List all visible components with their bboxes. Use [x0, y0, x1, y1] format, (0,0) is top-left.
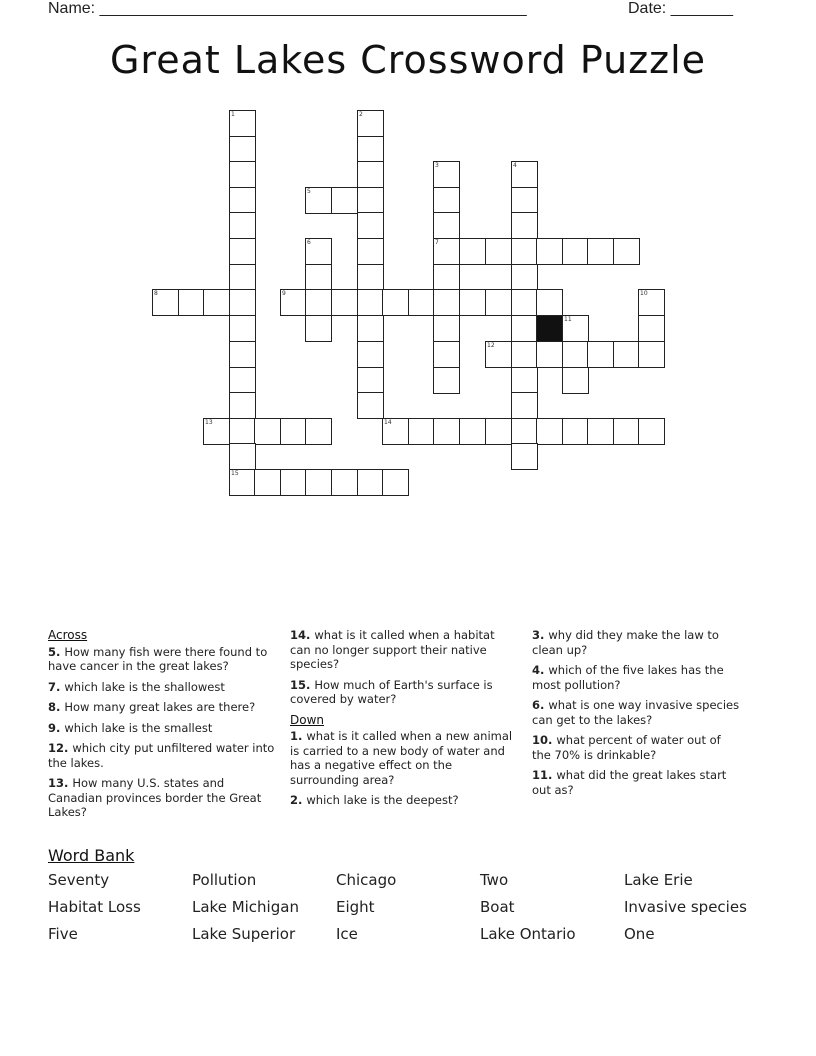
grid-cell[interactable]: [433, 418, 460, 445]
clue-number: 15: [231, 470, 239, 477]
grid-cell[interactable]: [459, 238, 486, 265]
grid-cell[interactable]: [433, 238, 460, 265]
grid-cell[interactable]: [459, 289, 486, 316]
grid-cell[interactable]: [305, 469, 332, 496]
grid-cell[interactable]: [305, 289, 332, 316]
grid-cell-blocked: [536, 315, 563, 342]
grid-cell[interactable]: [587, 341, 614, 368]
grid-cell[interactable]: [511, 367, 538, 394]
grid-cell[interactable]: [229, 161, 256, 188]
grid-cell[interactable]: [485, 289, 512, 316]
clue-across-9: 9. which lake is the smallest: [48, 720, 213, 735]
word-bank-item: One: [624, 925, 655, 943]
clue-across-7: 7. which lake is the shallowest: [48, 679, 225, 694]
grid-cell[interactable]: [433, 315, 460, 342]
clue-across-5: 5. How many fish were there found to have cancer in the great lakes?: [48, 644, 268, 673]
grid-cell[interactable]: [229, 341, 256, 368]
down-heading: Down: [290, 712, 325, 727]
word-bank-item: Two: [480, 871, 509, 889]
clue-down-6: 6. what is one way invasive species can get to the lakes?: [532, 698, 740, 727]
grid-cell[interactable]: [433, 161, 460, 188]
grid-cell[interactable]: [613, 238, 640, 265]
grid-cell[interactable]: [638, 315, 665, 342]
clue-number: 13: [205, 419, 213, 426]
grid-cell[interactable]: [587, 418, 614, 445]
clue-number: 10: [640, 290, 648, 297]
grid-cell[interactable]: [485, 238, 512, 265]
grid-cell[interactable]: [562, 341, 589, 368]
word-bank-item: Boat: [480, 898, 515, 916]
grid-cell[interactable]: [485, 418, 512, 445]
grid-cell[interactable]: [536, 238, 563, 265]
grid-cell[interactable]: [536, 418, 563, 445]
word-bank-item: Habitat Loss: [48, 898, 141, 916]
grid-cell[interactable]: [562, 418, 589, 445]
grid-cell[interactable]: [511, 418, 538, 445]
grid-cell[interactable]: [511, 187, 538, 214]
grid-cell[interactable]: [408, 418, 435, 445]
grid-cell[interactable]: [613, 418, 640, 445]
date-field-line[interactable]: Date: _______: [628, 0, 733, 17]
clue-down-1: 1. what is it called when a new animal is carried to a new body of water and has a negative effect on the surrounding area?: [290, 729, 513, 787]
clue-number: 6: [307, 239, 311, 246]
grid-cell[interactable]: [562, 238, 589, 265]
word-bank-item: Pollution: [192, 871, 257, 889]
grid-cell[interactable]: [305, 264, 332, 291]
grid-cell[interactable]: [357, 264, 384, 291]
grid-cell[interactable]: [433, 187, 460, 214]
grid-cell[interactable]: [229, 136, 256, 163]
grid-cell[interactable]: [638, 341, 665, 368]
grid-cell[interactable]: [511, 289, 538, 316]
word-bank: [48, 846, 768, 943]
clues-column-3: [532, 628, 742, 803]
clues-column-2: [290, 628, 518, 814]
grid-cell[interactable]: [152, 289, 179, 316]
grid-cell[interactable]: [203, 418, 230, 445]
word-bank-item: Lake Ontario: [480, 925, 576, 943]
word-bank-list: [48, 871, 768, 943]
grid-cell[interactable]: [357, 367, 384, 394]
clue-number: 12: [487, 342, 495, 349]
grid-cell[interactable]: [305, 418, 332, 445]
grid-cell[interactable]: [203, 289, 230, 316]
clue-number: 4: [513, 162, 517, 169]
grid-cell[interactable]: [433, 367, 460, 394]
word-bank-item: Lake Erie: [624, 871, 693, 889]
grid-cell[interactable]: [229, 187, 256, 214]
grid-cell[interactable]: [357, 289, 384, 316]
grid-cell[interactable]: [331, 289, 358, 316]
grid-cell[interactable]: [382, 469, 409, 496]
grid-cell[interactable]: [357, 187, 384, 214]
word-bank-title: Word Bank: [48, 846, 135, 865]
grid-cell[interactable]: [511, 315, 538, 342]
grid-cell[interactable]: [587, 238, 614, 265]
grid-cell[interactable]: [433, 341, 460, 368]
grid-cell[interactable]: [433, 289, 460, 316]
grid-cell[interactable]: [357, 136, 384, 163]
page-title: Great Lakes Crossword Puzzle: [109, 38, 707, 82]
grid-cell[interactable]: [511, 238, 538, 265]
grid-cell[interactable]: [305, 187, 332, 214]
clue-across-15: 15. How much of Earth's surface is covered by water?: [290, 677, 493, 706]
grid-cell[interactable]: [511, 161, 538, 188]
word-bank-item: Lake Superior: [192, 925, 296, 943]
grid-cell[interactable]: [229, 264, 256, 291]
clue-down-4: 4. which of the five lakes has the most pollution?: [532, 663, 724, 692]
grid-cell[interactable]: [331, 469, 358, 496]
grid-cell[interactable]: [357, 212, 384, 239]
grid-cell[interactable]: [229, 443, 256, 470]
grid-cell[interactable]: [408, 289, 435, 316]
clue-number: 9: [282, 290, 286, 297]
grid-cell[interactable]: [562, 315, 589, 342]
grid-cell[interactable]: [511, 392, 538, 419]
clue-down-2: 2. which lake is the deepest?: [290, 793, 459, 807]
grid-cell[interactable]: [280, 289, 307, 316]
grid-cell[interactable]: [331, 187, 358, 214]
grid-cell[interactable]: [229, 289, 256, 316]
grid-cell[interactable]: [305, 238, 332, 265]
clue-number: 11: [564, 316, 572, 323]
grid-cell[interactable]: [511, 264, 538, 291]
grid-cell[interactable]: [511, 341, 538, 368]
grid-cell[interactable]: [229, 469, 256, 496]
grid-cell[interactable]: [229, 315, 256, 342]
grid-cell[interactable]: [305, 315, 332, 342]
grid-cell[interactable]: [613, 341, 640, 368]
clue-number: 5: [307, 188, 311, 195]
grid-cell[interactable]: [357, 392, 384, 419]
word-bank-item: Chicago: [336, 871, 397, 889]
grid-cell[interactable]: [638, 418, 665, 445]
grid-cell[interactable]: [433, 212, 460, 239]
grid-cell[interactable]: [459, 418, 486, 445]
grid-cell[interactable]: [357, 110, 384, 137]
grid-cell[interactable]: [357, 341, 384, 368]
grid-cell[interactable]: [254, 418, 281, 445]
clue-down-3: 3. why did they make the law to clean up?: [532, 628, 719, 657]
grid-cell[interactable]: [562, 367, 589, 394]
grid-cell[interactable]: [536, 289, 563, 316]
grid-cell[interactable]: [638, 289, 665, 316]
grid-cell[interactable]: [229, 367, 256, 394]
grid-cell[interactable]: [280, 418, 307, 445]
grid-cell[interactable]: [511, 443, 538, 470]
grid-cell[interactable]: [511, 212, 538, 239]
grid-cell[interactable]: [229, 418, 256, 445]
grid-cell[interactable]: [229, 392, 256, 419]
clues-column-1: [48, 628, 276, 826]
grid-cell[interactable]: [485, 341, 512, 368]
clue-across-13: 13. How many U.S. states and Canadian provinces border the Great Lakes?: [48, 776, 262, 819]
grid-cell[interactable]: [178, 289, 205, 316]
clue-number: 8: [154, 290, 158, 297]
grid-cell[interactable]: [254, 469, 281, 496]
clue-number: 2: [359, 111, 363, 118]
grid-cell[interactable]: [382, 289, 409, 316]
grid-cell[interactable]: [536, 341, 563, 368]
grid-cell[interactable]: [229, 238, 256, 265]
grid-cell[interactable]: [229, 110, 256, 137]
clue-number: 1: [231, 111, 235, 118]
grid-cell[interactable]: [357, 238, 384, 265]
grid-cell[interactable]: [357, 315, 384, 342]
clue-number: 14: [384, 419, 392, 426]
grid-cell[interactable]: [357, 161, 384, 188]
clue-number: 7: [435, 239, 439, 246]
word-bank-item: Eight: [336, 898, 375, 916]
grid-cell[interactable]: [433, 264, 460, 291]
word-bank-item: Five: [48, 925, 78, 943]
name-field-line[interactable]: Name: ________________________________________________: [48, 0, 527, 17]
word-bank-item: Seventy: [48, 871, 110, 889]
word-bank-item: Lake Michigan: [192, 898, 299, 916]
grid-cell[interactable]: [280, 469, 307, 496]
word-bank-item: Ice: [336, 925, 358, 943]
grid-cell[interactable]: [229, 212, 256, 239]
clue-number: 3: [435, 162, 439, 169]
clue-down-11: 11. what did the great lakes start out as?: [532, 768, 727, 797]
word-bank-item: Invasive species: [624, 898, 747, 916]
across-heading: Across: [48, 628, 88, 642]
clue-down-10: 10. what percent of water out of the 70% is drinkable?: [532, 733, 721, 762]
clue-across-8: 8. How many great lakes are there?: [48, 700, 256, 714]
clue-across-14: 14. what is it called when a habitat can no longer support their native species?: [290, 628, 495, 671]
clue-across-12: 12. which city put unfiltered water into the lakes.: [48, 741, 275, 770]
grid-cell[interactable]: [382, 418, 409, 445]
grid-cell[interactable]: [357, 469, 384, 496]
